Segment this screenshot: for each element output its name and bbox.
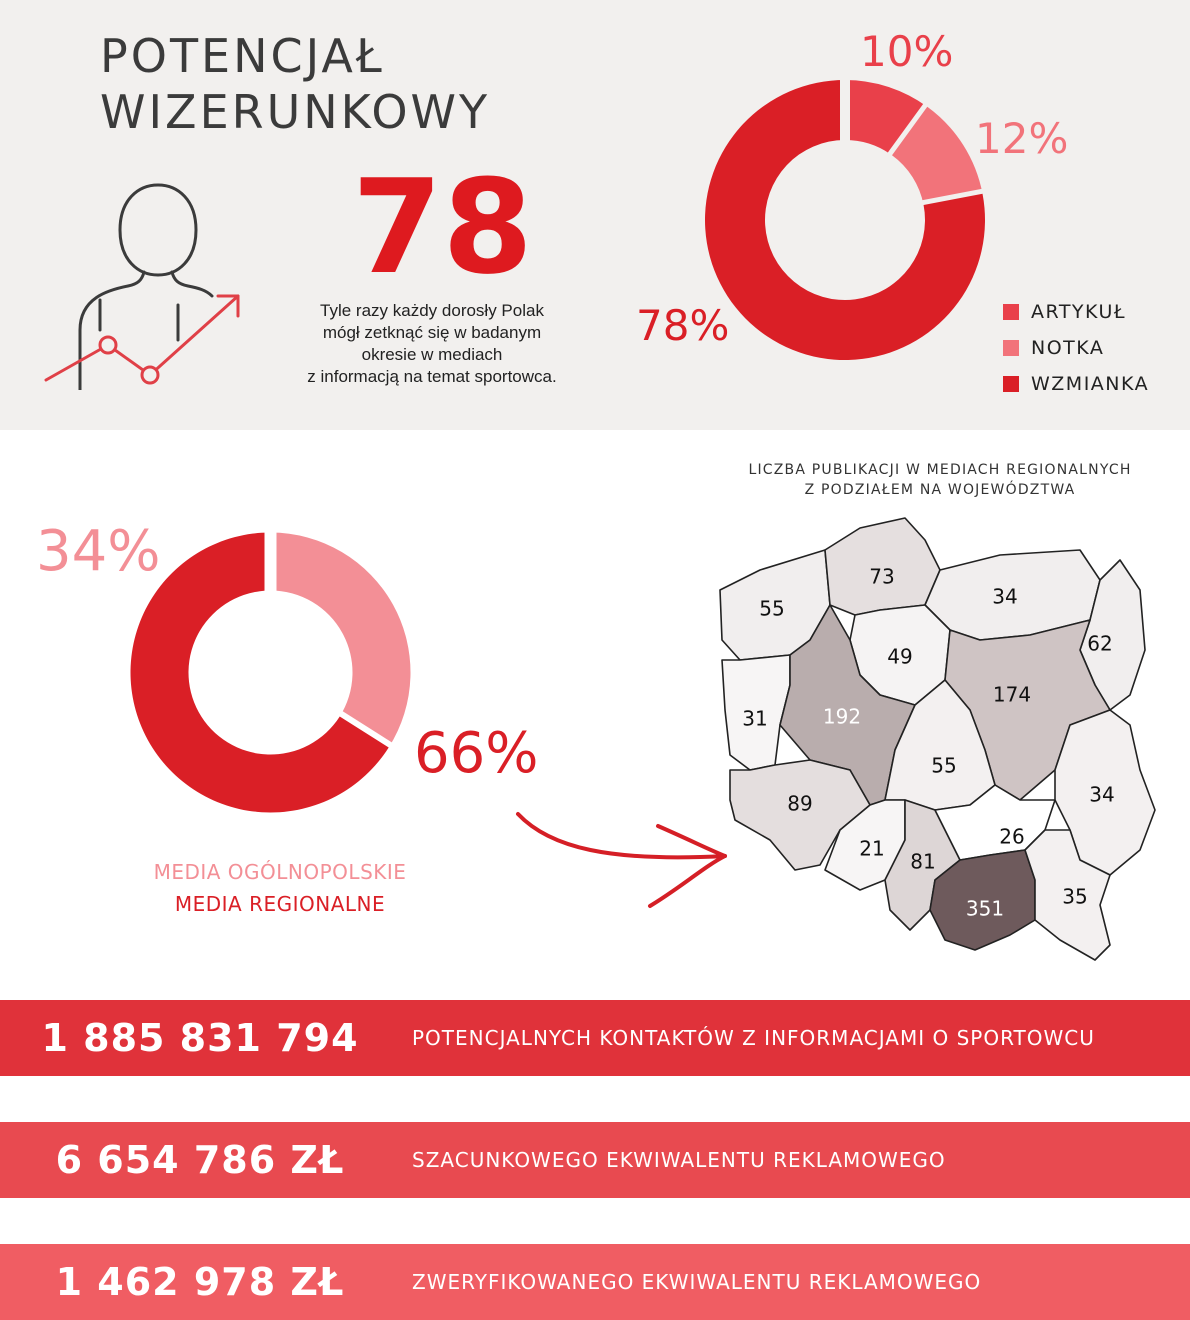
legend-label: WZMIANKA xyxy=(1031,373,1150,395)
donut-label-notka: 12% xyxy=(975,114,1069,163)
legend-label: ARTYKUŁ xyxy=(1031,301,1127,323)
highlight-description-line: mógł zetknąć się w badanym xyxy=(322,323,542,342)
stat-bar-estimated-equivalent xyxy=(0,1122,1190,1198)
donut-legend xyxy=(1003,294,1149,402)
legend-swatch xyxy=(1003,376,1019,392)
map-value-label: 351 xyxy=(965,896,1005,921)
map-title xyxy=(690,460,1190,500)
map-title-line: LICZBA PUBLIKACJI W MEDIACH REGIONALNYCH xyxy=(748,462,1132,478)
stat-bar-verified-equivalent xyxy=(0,1244,1190,1320)
map-value-label: 55 xyxy=(931,753,957,778)
map-value-label: 174 xyxy=(992,682,1032,707)
stat-label: SZACUNKOWEGO EKWIWALENTU REKLAMOWEGO xyxy=(412,1148,946,1172)
stat-value: 1 462 978 ZŁ xyxy=(55,1260,345,1304)
stat-value: 6 654 786 ZŁ xyxy=(55,1138,345,1182)
legend-item xyxy=(1003,366,1149,402)
page-title-line2: WIZERUNKOWY xyxy=(100,85,491,139)
stat-label: POTENCJALNYCH KONTAKTÓW Z INFORMACJAMI O SPORTOWCU xyxy=(412,1026,1095,1050)
media-legend-item: MEDIA OGÓLNOPOLSKIE xyxy=(153,860,407,884)
map-value-label: 81 xyxy=(910,849,936,874)
highlight-description-line: z informacją na temat sportowca. xyxy=(307,367,557,386)
poland-voivodeship-map xyxy=(700,510,1170,970)
highlight-description-line: Tyle razy każdy dorosły Polak xyxy=(320,301,544,320)
map-value-label: 34 xyxy=(992,584,1018,609)
stat-bar-contacts xyxy=(0,1000,1190,1076)
person-with-growth-chart-icon xyxy=(38,180,258,390)
map-value-label: 49 xyxy=(887,644,913,669)
map-value-label: 55 xyxy=(759,596,785,621)
page-title-line1: POTENCJAŁ xyxy=(100,29,385,83)
page-title xyxy=(100,28,490,140)
donut-label-ogolnopolskie: 34% xyxy=(36,519,161,584)
legend-swatch xyxy=(1003,304,1019,320)
map-value-label: 31 xyxy=(742,706,768,731)
legend-item xyxy=(1003,330,1149,366)
map-title-line: Z PODZIAŁEM NA WOJEWÓDZTWA xyxy=(804,482,1076,498)
media-legend xyxy=(120,856,440,920)
stat-value: 1 885 831 794 xyxy=(41,1016,359,1060)
map-value-label: 62 xyxy=(1087,631,1113,656)
highlight-number: 78 xyxy=(352,151,533,303)
map-value-label: 73 xyxy=(869,564,895,589)
highlight-description-line: okresie w mediach xyxy=(361,345,503,364)
media-legend-item: MEDIA REGIONALNE xyxy=(174,892,386,916)
donut-label-artykul: 10% xyxy=(860,27,954,76)
donut-label-regionalne: 66% xyxy=(414,721,539,786)
legend-item xyxy=(1003,294,1149,330)
map-value-label: 26 xyxy=(999,824,1025,849)
donut-label-wzmianka: 78% xyxy=(636,301,730,350)
legend-swatch xyxy=(1003,340,1019,356)
map-value-label: 34 xyxy=(1089,782,1115,807)
stat-label: ZWERYFIKOWANEGO EKWIWALENTU REKLAMOWEGO xyxy=(412,1270,982,1294)
map-value-label: 35 xyxy=(1062,884,1088,909)
media-scope-donut-chart xyxy=(128,530,413,815)
map-value-label: 89 xyxy=(787,791,813,816)
legend-label: NOTKA xyxy=(1031,337,1105,359)
publication-type-donut-chart xyxy=(700,75,990,365)
map-value-label: 192 xyxy=(822,704,862,729)
map-value-label: 21 xyxy=(859,836,885,861)
highlight-description xyxy=(252,300,612,388)
